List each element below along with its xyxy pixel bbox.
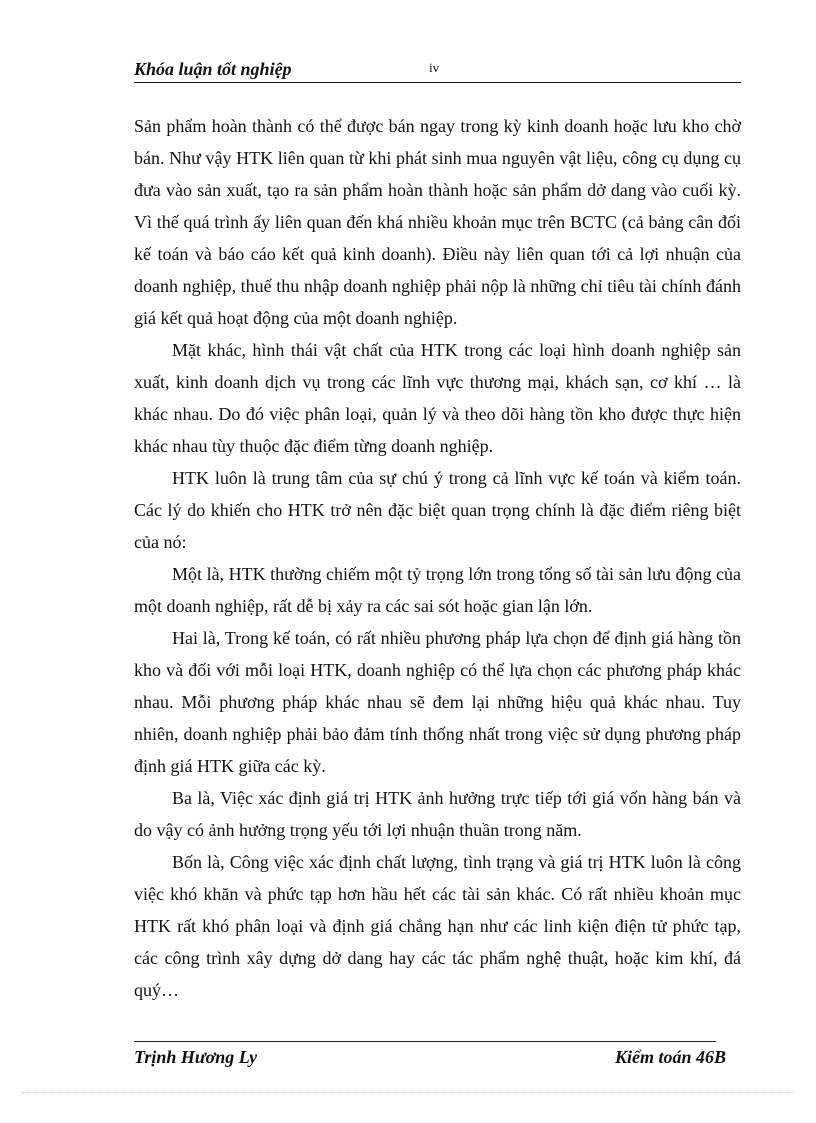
paragraph-6: Ba là, Việc xác định giá trị HTK ảnh hưởng trực tiếp tới giá vốn hàng bán và do vậy có ảnh hưởng trọng yếu tới lợi nhuận thuần trong năm. <box>134 788 741 840</box>
paragraph-2: Mặt khác, hình thái vật chất của HTK trong các loại hình doanh nghiệp sản xuất, kinh doanh dịch vụ trong các lĩnh vực thương mại, khách sạn, cơ khí … là khác nhau. Do đó việc phân loại, quản lý và theo dõi hàng tồn kho được thực hiện khác nhau tùy thuộc đặc điểm từng doanh nghiệp. <box>134 340 741 456</box>
paragraph-4: Một là, HTK thường chiếm một tỷ trọng lớn trong tổng số tài sản lưu động của một doanh nghiệp, rất dễ bị xảy ra các sai sót hoặc gian lận lớn. <box>134 564 741 616</box>
paragraph-7: Bốn là, Công việc xác định chất lượng, tình trạng và giá trị HTK luôn là công việc khó khăn và phức tạp hơn hầu hết các tài sản khác. Có rất nhiều khoản mục HTK rất khó phân loại và định giá chẳng hạn như các linh kiện điện tử phức tạp, các công trình xây dựng dở dang hay các tác phẩm nghệ thuật, hoặc kim khí, đá quý… <box>134 852 741 1000</box>
page-header <box>134 58 741 83</box>
page-number: iv <box>429 60 440 75</box>
paragraph-3: HTK luôn là trung tâm của sự chú ý trong cả lĩnh vực kế toán và kiểm toán. Các lý do khiến cho HTK trở nên đặc biệt quan trọng chính là đặc điểm riêng biệt của nó: <box>134 468 741 552</box>
body-text <box>134 110 741 1006</box>
paragraph-1: Sản phẩm hoàn thành có thể được bán ngay trong kỳ kinh doanh hoặc lưu kho chờ bán. Như vậy HTK liên quan từ khi phát sinh mua nguyên vật liệu, công cụ dụng cụ đưa vào sản xuất, tạo ra sản phẩm hoàn thành hoặc sản phẩm dở dang vào cuối kỳ. Vì thế quá trình ấy liên quan đến khá nhiều khoản mục trên BCTC (cả bảng cân đối kế toán và báo cáo kết quả kinh doanh). Điều này liên quan tới cả lợi nhuận của doanh nghiệp, thuế thu nhập doanh nghiệp phải nộp là những chỉ tiêu tài chính đánh giá kết quả hoạt động của một doanh nghiệp. <box>134 116 741 328</box>
footer-author: Trịnh Hương Ly <box>134 1047 258 1067</box>
paragraph-5: Hai là, Trong kế toán, có rất nhiều phương pháp lựa chọn để định giá hàng tồn kho và đối với mỗi loại HTK, doanh nghiệp có thể lựa chọn các phương pháp khác nhau. Mỗi phương pháp khác nhau sẽ đem lại những hiệu quả khác nhau. Tuy nhiên, doanh nghiệp phải bảo đảm tính thống nhất trong việc sử dụng phương pháp định giá HTK giữa các kỳ. <box>134 628 741 776</box>
footer-class: Kiểm toán 46B <box>614 1047 726 1067</box>
header-title: Khóa luận tốt nghiệp <box>134 59 292 79</box>
page-bottom-edge <box>22 1092 794 1093</box>
footer-divider <box>134 1041 716 1042</box>
